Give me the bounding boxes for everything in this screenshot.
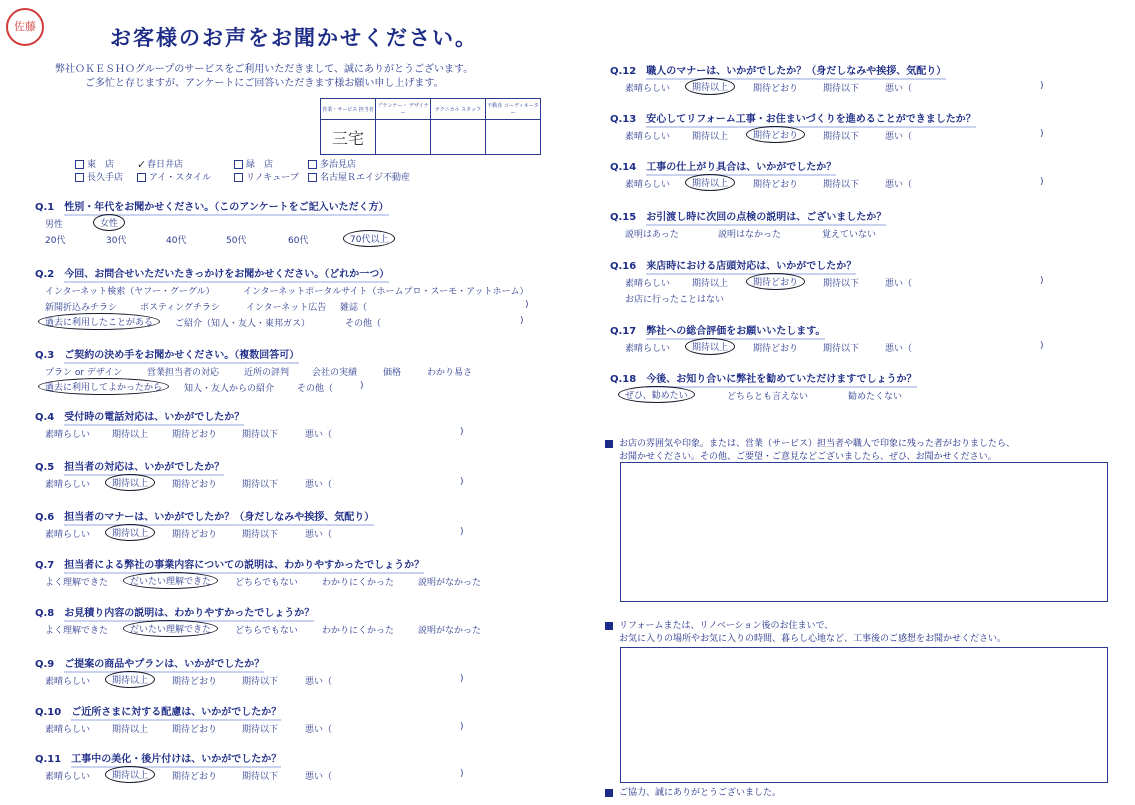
- question-text: 担当者のマナーは、いかがでしたか？（身だしなみや挨拶、気配り）: [64, 512, 374, 526]
- checked-box-icon[interactable]: ✓: [137, 158, 147, 171]
- answer-option[interactable]: ): [460, 722, 464, 732]
- question-heading: [35, 346, 299, 361]
- staff-value[interactable]: 三宅: [321, 120, 376, 155]
- answer-option[interactable]: 悪い（: [885, 84, 913, 94]
- answer-option[interactable]: 期待以上: [112, 430, 149, 440]
- answer-option[interactable]: 期待どおり: [172, 430, 218, 440]
- answer-option[interactable]: 50代: [226, 236, 247, 246]
- answer-option[interactable]: 20代: [45, 236, 66, 246]
- answer-option[interactable]: 期待どおり: [172, 772, 218, 782]
- answer-option[interactable]: 期待以下: [242, 480, 279, 490]
- answer-option-selected[interactable]: 期待以上: [685, 338, 735, 355]
- question-heading: [35, 750, 281, 765]
- answer-option[interactable]: ): [460, 674, 464, 684]
- question-number: Q.3: [35, 350, 55, 361]
- question-heading: [35, 508, 374, 523]
- question-heading: [610, 110, 976, 125]
- answer-option-selected[interactable]: 期待どおり: [746, 126, 805, 143]
- answer-option[interactable]: 素晴らしい: [625, 344, 671, 354]
- question-number: Q.5: [35, 462, 55, 473]
- intro-line-1: 弊社ＯＫＥＳＨＯグループのサービスをご利用いただきまして、誠にありがとうございます。: [55, 64, 474, 75]
- answer-option-selected[interactable]: 女性: [93, 214, 125, 231]
- question-text: ご契約の決め手をお聞かせください。（複数回答可）: [64, 350, 299, 364]
- square-bullet-icon: [605, 622, 613, 630]
- answer-option-selected[interactable]: 期待以上: [105, 524, 155, 541]
- store-option[interactable]: [234, 157, 273, 170]
- question-text: お引渡し時に次回の点検の説明は、ございましたか？: [646, 212, 886, 226]
- staff-value[interactable]: [486, 120, 541, 155]
- question-number: Q.12: [610, 66, 637, 77]
- answer-option[interactable]: よく理解できた: [45, 626, 109, 636]
- answer-option[interactable]: 期待どおり: [753, 180, 799, 190]
- answer-option-selected[interactable]: 期待以上: [105, 766, 155, 783]
- answer-option-selected[interactable]: だいたい理解できた: [123, 620, 218, 637]
- answer-option[interactable]: 期待どおり: [753, 84, 799, 94]
- answer-option-selected[interactable]: 期待以上: [105, 671, 155, 688]
- answer-option[interactable]: 素晴らしい: [625, 132, 671, 142]
- checkbox-icon[interactable]: [308, 160, 317, 169]
- question-heading: [35, 458, 224, 473]
- answer-option[interactable]: 悪い（: [885, 344, 913, 354]
- answer-option[interactable]: 覚えていない: [822, 230, 877, 240]
- answer-option[interactable]: 近所の評判: [244, 368, 290, 378]
- question-number: Q.15: [610, 212, 637, 223]
- question-number: Q.2: [35, 269, 55, 280]
- answer-option[interactable]: 期待以下: [823, 344, 860, 354]
- answer-option[interactable]: 悪い（: [885, 180, 913, 190]
- question-number: Q.8: [35, 608, 55, 619]
- answer-option-selected[interactable]: 70代以上: [343, 230, 395, 247]
- staff-table: [320, 98, 541, 155]
- staff-header: プランナー・ デザイナー: [376, 99, 431, 120]
- answer-option[interactable]: 期待以下: [242, 772, 279, 782]
- question-heading: [610, 322, 825, 337]
- answer-option[interactable]: 期待どおり: [753, 344, 799, 354]
- question-text: 担当者の対応は、いかがでしたか？: [64, 462, 224, 476]
- question-heading: [610, 257, 856, 272]
- answer-option[interactable]: 期待以下: [242, 725, 279, 735]
- answer-option[interactable]: 素晴らしい: [45, 480, 91, 490]
- question-text: 今後、お知り合いに弊社を勧めていただけますでしょうか？: [646, 374, 916, 388]
- question-number: Q.4: [35, 412, 55, 423]
- answer-option-selected[interactable]: ぜひ、勧めたい: [618, 386, 695, 403]
- question-number: Q.10: [35, 707, 62, 718]
- answer-option[interactable]: 期待どおり: [172, 530, 218, 540]
- answer-option[interactable]: ご紹介（知人・友人・東邦ガス）: [175, 319, 311, 329]
- answer-option[interactable]: ): [525, 300, 529, 310]
- answer-option[interactable]: どちらでもない: [235, 578, 298, 588]
- answer-option[interactable]: どちらでもない: [235, 626, 298, 636]
- store-option[interactable]: [75, 157, 114, 170]
- question-heading: [35, 604, 314, 619]
- intro-line-2: ご多忙と存じますが、アンケートにご回答いただきます様お願い申し上げます。: [85, 78, 444, 89]
- answer-option[interactable]: 説明がなかった: [418, 578, 482, 588]
- answer-option[interactable]: ): [460, 427, 464, 437]
- question-text: 工事中の美化・後片付けは、いかがでしたか？: [71, 754, 281, 768]
- answer-option[interactable]: 悪い（: [305, 430, 333, 440]
- answer-option[interactable]: 雑誌（: [340, 303, 368, 313]
- answer-option[interactable]: 40代: [166, 236, 187, 246]
- answer-option[interactable]: よく理解できた: [45, 578, 109, 588]
- answer-option-selected[interactable]: 過去に利用してよかったから: [38, 378, 169, 395]
- question-text: ご提案の商品やプランは、いかがでしたか？: [64, 659, 264, 673]
- staff-header: 不動産 コーディネーター: [486, 99, 541, 120]
- answer-option[interactable]: 期待以下: [242, 530, 279, 540]
- store-label: アイ・スタイル: [149, 173, 212, 183]
- answer-option[interactable]: 素晴らしい: [45, 430, 91, 440]
- free-comment-1-prompt: [605, 436, 1015, 462]
- answer-option[interactable]: 期待どおり: [172, 480, 218, 490]
- store-option[interactable]: [234, 170, 299, 183]
- answer-option[interactable]: インターネット検索（ヤフー・グーグル）: [45, 287, 215, 297]
- question-number: Q.9: [35, 659, 55, 670]
- answer-option[interactable]: ): [1040, 341, 1044, 351]
- answer-option[interactable]: 期待以上: [692, 279, 729, 289]
- answer-option[interactable]: わかりにくかった: [322, 626, 395, 636]
- store-label: リノキューブ: [246, 173, 299, 183]
- answer-option[interactable]: 悪い（: [305, 530, 333, 540]
- store-option[interactable]: [75, 170, 123, 183]
- answer-option[interactable]: ): [1040, 177, 1044, 187]
- question-number: Q.7: [35, 560, 55, 571]
- answer-option[interactable]: 営業担当者の対応: [147, 368, 220, 378]
- answer-option[interactable]: わかりにくかった: [322, 578, 395, 588]
- answer-option-selected[interactable]: 期待以上: [685, 78, 735, 95]
- answer-option[interactable]: 期待以下: [823, 132, 860, 142]
- checkbox-icon[interactable]: [137, 173, 146, 182]
- answer-option[interactable]: ): [460, 477, 464, 487]
- question-number: Q.1: [35, 202, 55, 213]
- question-text: ご近所さまに対する配慮は、いかがでしたか？: [71, 707, 281, 721]
- answer-option[interactable]: 悪い（: [305, 772, 333, 782]
- staff-value[interactable]: [431, 120, 486, 155]
- question-heading: [610, 62, 946, 77]
- question-text: 性別・年代をお聞かせください。（このアンケートをご記入いただく方）: [64, 202, 388, 216]
- free-comment-2-box[interactable]: [620, 647, 1108, 783]
- question-heading: [35, 198, 389, 213]
- free-comment-1-box[interactable]: [620, 462, 1108, 602]
- store-option[interactable]: [308, 170, 410, 183]
- answer-option[interactable]: 悪い（: [305, 725, 333, 735]
- name-stamp: [6, 8, 44, 46]
- answer-option[interactable]: 30代: [106, 236, 127, 246]
- question-number: Q.17: [610, 326, 637, 337]
- free2-line-1: リフォームまたは、リノベーション後のお住まいで、: [619, 621, 834, 631]
- answer-option[interactable]: お店に行ったことはない: [625, 295, 725, 305]
- question-heading: [35, 408, 244, 423]
- store-label: 東 店: [87, 160, 115, 170]
- question-text: お見積り内容の説明は、わかりやすかったでしょうか？: [64, 608, 314, 622]
- free1-line-1: お店の雰囲気や印象。または、営業（サービス）担当者や職人で印象に残った者がおりましたら、: [619, 439, 1016, 449]
- answer-option[interactable]: 悪い（: [885, 132, 913, 142]
- answer-option[interactable]: 素晴らしい: [625, 84, 671, 94]
- answer-option[interactable]: 期待以上: [112, 725, 149, 735]
- answer-option[interactable]: 期待どおり: [172, 725, 218, 735]
- free2-line-2: お気に入りの場所やお気に入りの時間、暮らし心地など、工事後のご感想をお聞かせください。: [619, 634, 1007, 644]
- checkbox-icon[interactable]: [75, 160, 84, 169]
- answer-option[interactable]: ): [1040, 276, 1044, 286]
- question-text: 職人のマナーは、いかがでしたか？（身だしなみや挨拶、気配り）: [646, 66, 946, 80]
- square-bullet-icon: [605, 440, 613, 448]
- answer-option[interactable]: 男性: [45, 220, 64, 230]
- answer-option[interactable]: 期待以下: [823, 84, 860, 94]
- answer-option[interactable]: インターネット広告: [246, 303, 327, 313]
- question-heading: [610, 370, 917, 385]
- checkbox-icon[interactable]: [75, 173, 84, 182]
- answer-option[interactable]: ): [520, 316, 524, 326]
- square-bullet-icon: [605, 789, 613, 797]
- answer-option[interactable]: 勧めたくない: [848, 392, 903, 402]
- answer-option[interactable]: 素晴らしい: [45, 677, 91, 687]
- store-label: 長久手店: [87, 173, 124, 183]
- answer-option[interactable]: 価格: [383, 368, 402, 378]
- checkbox-icon[interactable]: [234, 160, 243, 169]
- question-text: 受付時の電話対応は、いかがでしたか？: [64, 412, 244, 426]
- question-number: Q.18: [610, 374, 637, 385]
- answer-option[interactable]: ): [1040, 81, 1044, 91]
- answer-option[interactable]: わかり易さ: [427, 368, 473, 378]
- staff-header: 営業・サービス 担当者: [321, 99, 376, 120]
- question-text: 安心してリフォーム工事・お住まいづくりを進めることができましたか？: [646, 114, 976, 128]
- store-option[interactable]: [308, 157, 356, 170]
- free-comment-2-prompt: [605, 618, 1006, 644]
- staff-value[interactable]: [376, 120, 431, 155]
- question-number: Q.16: [610, 261, 637, 272]
- question-text: 来店時における店頭対応は、いかがでしたか？: [646, 261, 856, 275]
- answer-option[interactable]: 会社の実績: [312, 368, 358, 378]
- answer-option[interactable]: ポスティングチラシ: [140, 303, 220, 313]
- answer-option[interactable]: 期待以下: [823, 180, 860, 190]
- answer-option[interactable]: 60代: [288, 236, 309, 246]
- question-number: Q.11: [35, 754, 62, 765]
- answer-option[interactable]: その他（: [297, 384, 334, 394]
- answer-option[interactable]: 期待以下: [242, 430, 279, 440]
- free1-line-2: お聞かせください。その他、ご要望・ご意見などございましたら、ぜひ、お聞かせください。: [619, 452, 997, 462]
- answer-option[interactable]: ): [360, 381, 364, 391]
- question-text: 今回、お問合せいただいたきっかけをお聞かせください。（どれか一つ）: [64, 269, 389, 283]
- question-text: 弊社への総合評価をお願いいたします。: [646, 326, 825, 340]
- answer-option-selected[interactable]: だいたい理解できた: [123, 572, 218, 589]
- answer-option-selected[interactable]: 期待どおり: [746, 273, 805, 290]
- answer-option[interactable]: 説明はなかった: [718, 230, 782, 240]
- answer-option[interactable]: 悪い（: [885, 279, 913, 289]
- store-label: 緑 店: [246, 160, 274, 170]
- answer-option[interactable]: ): [1040, 129, 1044, 139]
- answer-option[interactable]: 素晴らしい: [625, 180, 671, 190]
- question-heading: [35, 655, 264, 670]
- question-text: 担当者による弊社の事業内容についての説明は、わかりやすかったでしょうか？: [64, 560, 424, 574]
- question-heading: [35, 703, 281, 718]
- answer-option[interactable]: その他（: [345, 319, 382, 329]
- answer-option[interactable]: 素晴らしい: [625, 279, 671, 289]
- answer-option[interactable]: 素晴らしい: [45, 772, 91, 782]
- answer-option[interactable]: ): [460, 527, 464, 537]
- question-number: Q.14: [610, 162, 637, 173]
- store-label: 多治見店: [320, 160, 357, 170]
- answer-option[interactable]: 素晴らしい: [45, 725, 91, 735]
- answer-option[interactable]: 新聞折込みチラシ: [45, 303, 118, 313]
- answer-option[interactable]: 知人・友人からの紹介: [184, 384, 275, 394]
- answer-option[interactable]: 素晴らしい: [45, 530, 91, 540]
- question-heading: [610, 158, 836, 173]
- store-label: 春日井店: [147, 160, 184, 170]
- thanks-text: ご協力、誠にありがとうございました。: [619, 788, 782, 798]
- answer-option[interactable]: 説明がなかった: [418, 626, 482, 636]
- answer-option[interactable]: 期待以下: [242, 677, 279, 687]
- question-heading: [35, 265, 389, 280]
- question-text: 工事の仕上がり具合は、いかがでしたか？: [646, 162, 836, 176]
- checkbox-icon[interactable]: [234, 173, 243, 182]
- answer-option[interactable]: プラン or デザイン: [45, 368, 123, 378]
- answer-option[interactable]: 悪い（: [305, 677, 333, 687]
- answer-option-selected[interactable]: 期待以上: [105, 474, 155, 491]
- staff-header: テクニカル スタッフ: [431, 99, 486, 120]
- question-heading: [610, 208, 886, 223]
- answer-option[interactable]: 期待どおり: [172, 677, 218, 687]
- page-title: お客様のお声をお聞かせください。: [110, 26, 478, 50]
- answer-option[interactable]: どちらとも言えない: [727, 392, 809, 402]
- answer-option[interactable]: 悪い（: [305, 480, 333, 490]
- store-label: 名古屋Ｒエイジ不動産: [320, 173, 411, 183]
- thanks-line: [605, 785, 781, 798]
- question-heading: [35, 556, 424, 571]
- answer-option[interactable]: インターネットポータルサイト（ホームプロ・スーモ・アットホーム）: [243, 287, 529, 297]
- answer-option[interactable]: 説明はあった: [625, 230, 679, 240]
- answer-option[interactable]: ): [460, 769, 464, 779]
- store-option[interactable]: [137, 170, 211, 183]
- answer-option-selected[interactable]: 過去に利用したことがある: [38, 313, 160, 330]
- answer-option[interactable]: 期待以上: [692, 132, 729, 142]
- stamp-text: 佐藤: [14, 20, 36, 33]
- checkbox-icon[interactable]: [308, 173, 317, 182]
- answer-option[interactable]: 期待以下: [823, 279, 860, 289]
- question-number: Q.6: [35, 512, 55, 523]
- question-number: Q.13: [610, 114, 637, 125]
- store-option[interactable]: [137, 157, 183, 170]
- answer-option-selected[interactable]: 期待以上: [685, 174, 735, 191]
